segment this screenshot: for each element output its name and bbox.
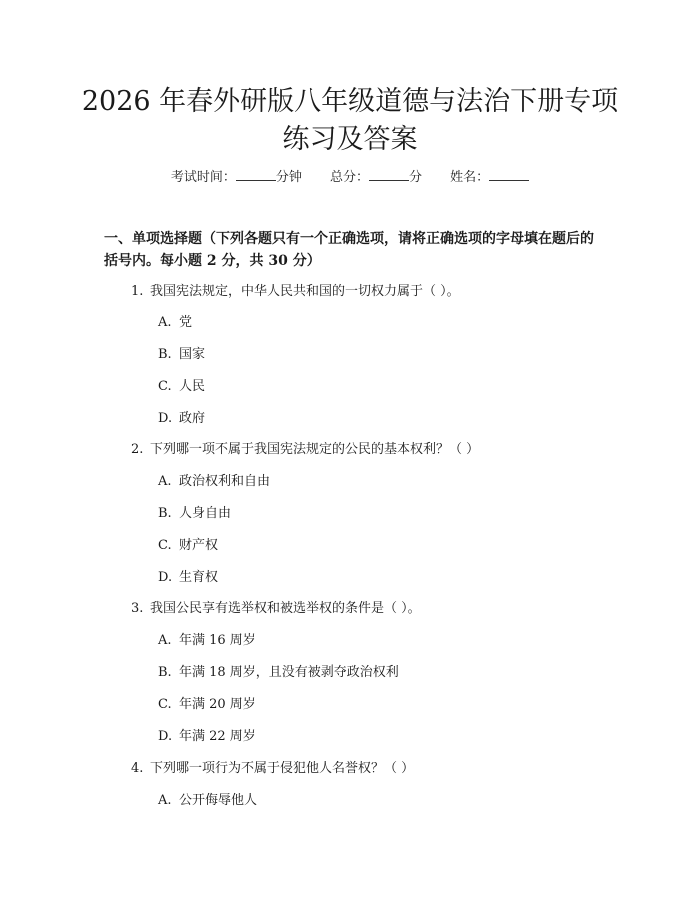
option-letter: A.: [158, 793, 172, 808]
option-text: 人身自由: [179, 506, 232, 521]
document-title-line-1: 2026 年春外研版八年级道德与法治下册专项: [81, 86, 619, 117]
option-text: 年满 20 周岁: [179, 697, 256, 712]
option-letter: A.: [158, 315, 172, 330]
option-letter: C.: [158, 379, 172, 394]
question-2-option-a: [158, 472, 270, 492]
question-2: [131, 440, 479, 460]
exam-meta: [0, 168, 700, 188]
question-2-option-d: [158, 568, 218, 588]
question-text: 下列哪一项行为不属于侵犯他人名誉权？（ ）: [150, 761, 415, 776]
option-text: 年满 16 周岁: [179, 633, 256, 648]
question-3-option-b: [158, 663, 399, 683]
question-1-option-a: [158, 313, 192, 333]
option-letter: B.: [158, 347, 172, 362]
option-text: 政治权利和自由: [179, 474, 271, 489]
total-score: [330, 168, 422, 188]
exam-time-label: 考试时间：: [170, 170, 236, 185]
question-number: 3.: [131, 601, 144, 616]
option-text: 公开侮辱他人: [179, 793, 258, 808]
option-letter: D.: [158, 411, 173, 426]
exam-time-unit: 分钟: [275, 170, 302, 185]
question-3-option-a: [158, 631, 256, 651]
option-text: 生育权: [179, 570, 219, 585]
total-score-unit: 分: [409, 170, 423, 185]
question-text: 我国宪法规定，中华人民共和国的一切权力属于（ ）。: [150, 284, 460, 299]
option-text: 年满 22 周岁: [179, 729, 256, 744]
exam-time-blank: [236, 168, 276, 181]
question-3-option-c: [158, 695, 256, 715]
option-letter: B.: [158, 506, 172, 521]
option-text: 财产权: [179, 538, 219, 553]
option-text: 年满 18 周岁，且没有被剥夺政治权利: [179, 665, 399, 680]
option-letter: A.: [158, 474, 172, 489]
section-heading: 一、单项选择题（下列各题只有一个正确选项，请将正确选项的字母填在题后的括号内。每小题 2 分，共 30 分）: [104, 231, 594, 269]
question-4-option-a: [158, 791, 257, 811]
question-2-option-c: [158, 536, 218, 556]
question-number: 1.: [131, 284, 144, 299]
option-text: 政府: [179, 411, 206, 426]
question-1-option-c: [158, 377, 205, 397]
option-text: 党: [179, 315, 193, 330]
option-letter: D.: [158, 570, 173, 585]
option-text: 人民: [179, 379, 206, 394]
question-number: 4.: [131, 761, 144, 776]
question-text: 我国公民享有选举权和被选举权的条件是（ ）。: [150, 601, 421, 616]
option-letter: D.: [158, 729, 173, 744]
question-1-option-d: [158, 409, 205, 429]
question-1: [131, 282, 460, 302]
total-score-label: 总分：: [329, 170, 369, 185]
document-title-line-2: 练习及答案: [282, 124, 418, 155]
total-score-blank: [369, 168, 409, 181]
student-name-label: 姓名：: [450, 170, 490, 185]
question-4: [131, 759, 414, 779]
question-number: 2.: [131, 442, 144, 457]
exam-time: [171, 168, 302, 188]
option-letter: C.: [158, 697, 172, 712]
option-letter: C.: [158, 538, 172, 553]
option-text: 国家: [179, 347, 206, 362]
question-3-option-d: [158, 727, 256, 747]
question-2-option-b: [158, 504, 231, 524]
question-3: [131, 599, 421, 619]
question-1-option-b: [158, 345, 205, 365]
student-name-blank: [489, 168, 529, 181]
question-text: 下列哪一项不属于我国宪法规定的公民的基本权利？（ ）: [150, 442, 480, 457]
option-letter: A.: [158, 633, 172, 648]
option-letter: B.: [158, 665, 172, 680]
student-name: [450, 168, 529, 188]
